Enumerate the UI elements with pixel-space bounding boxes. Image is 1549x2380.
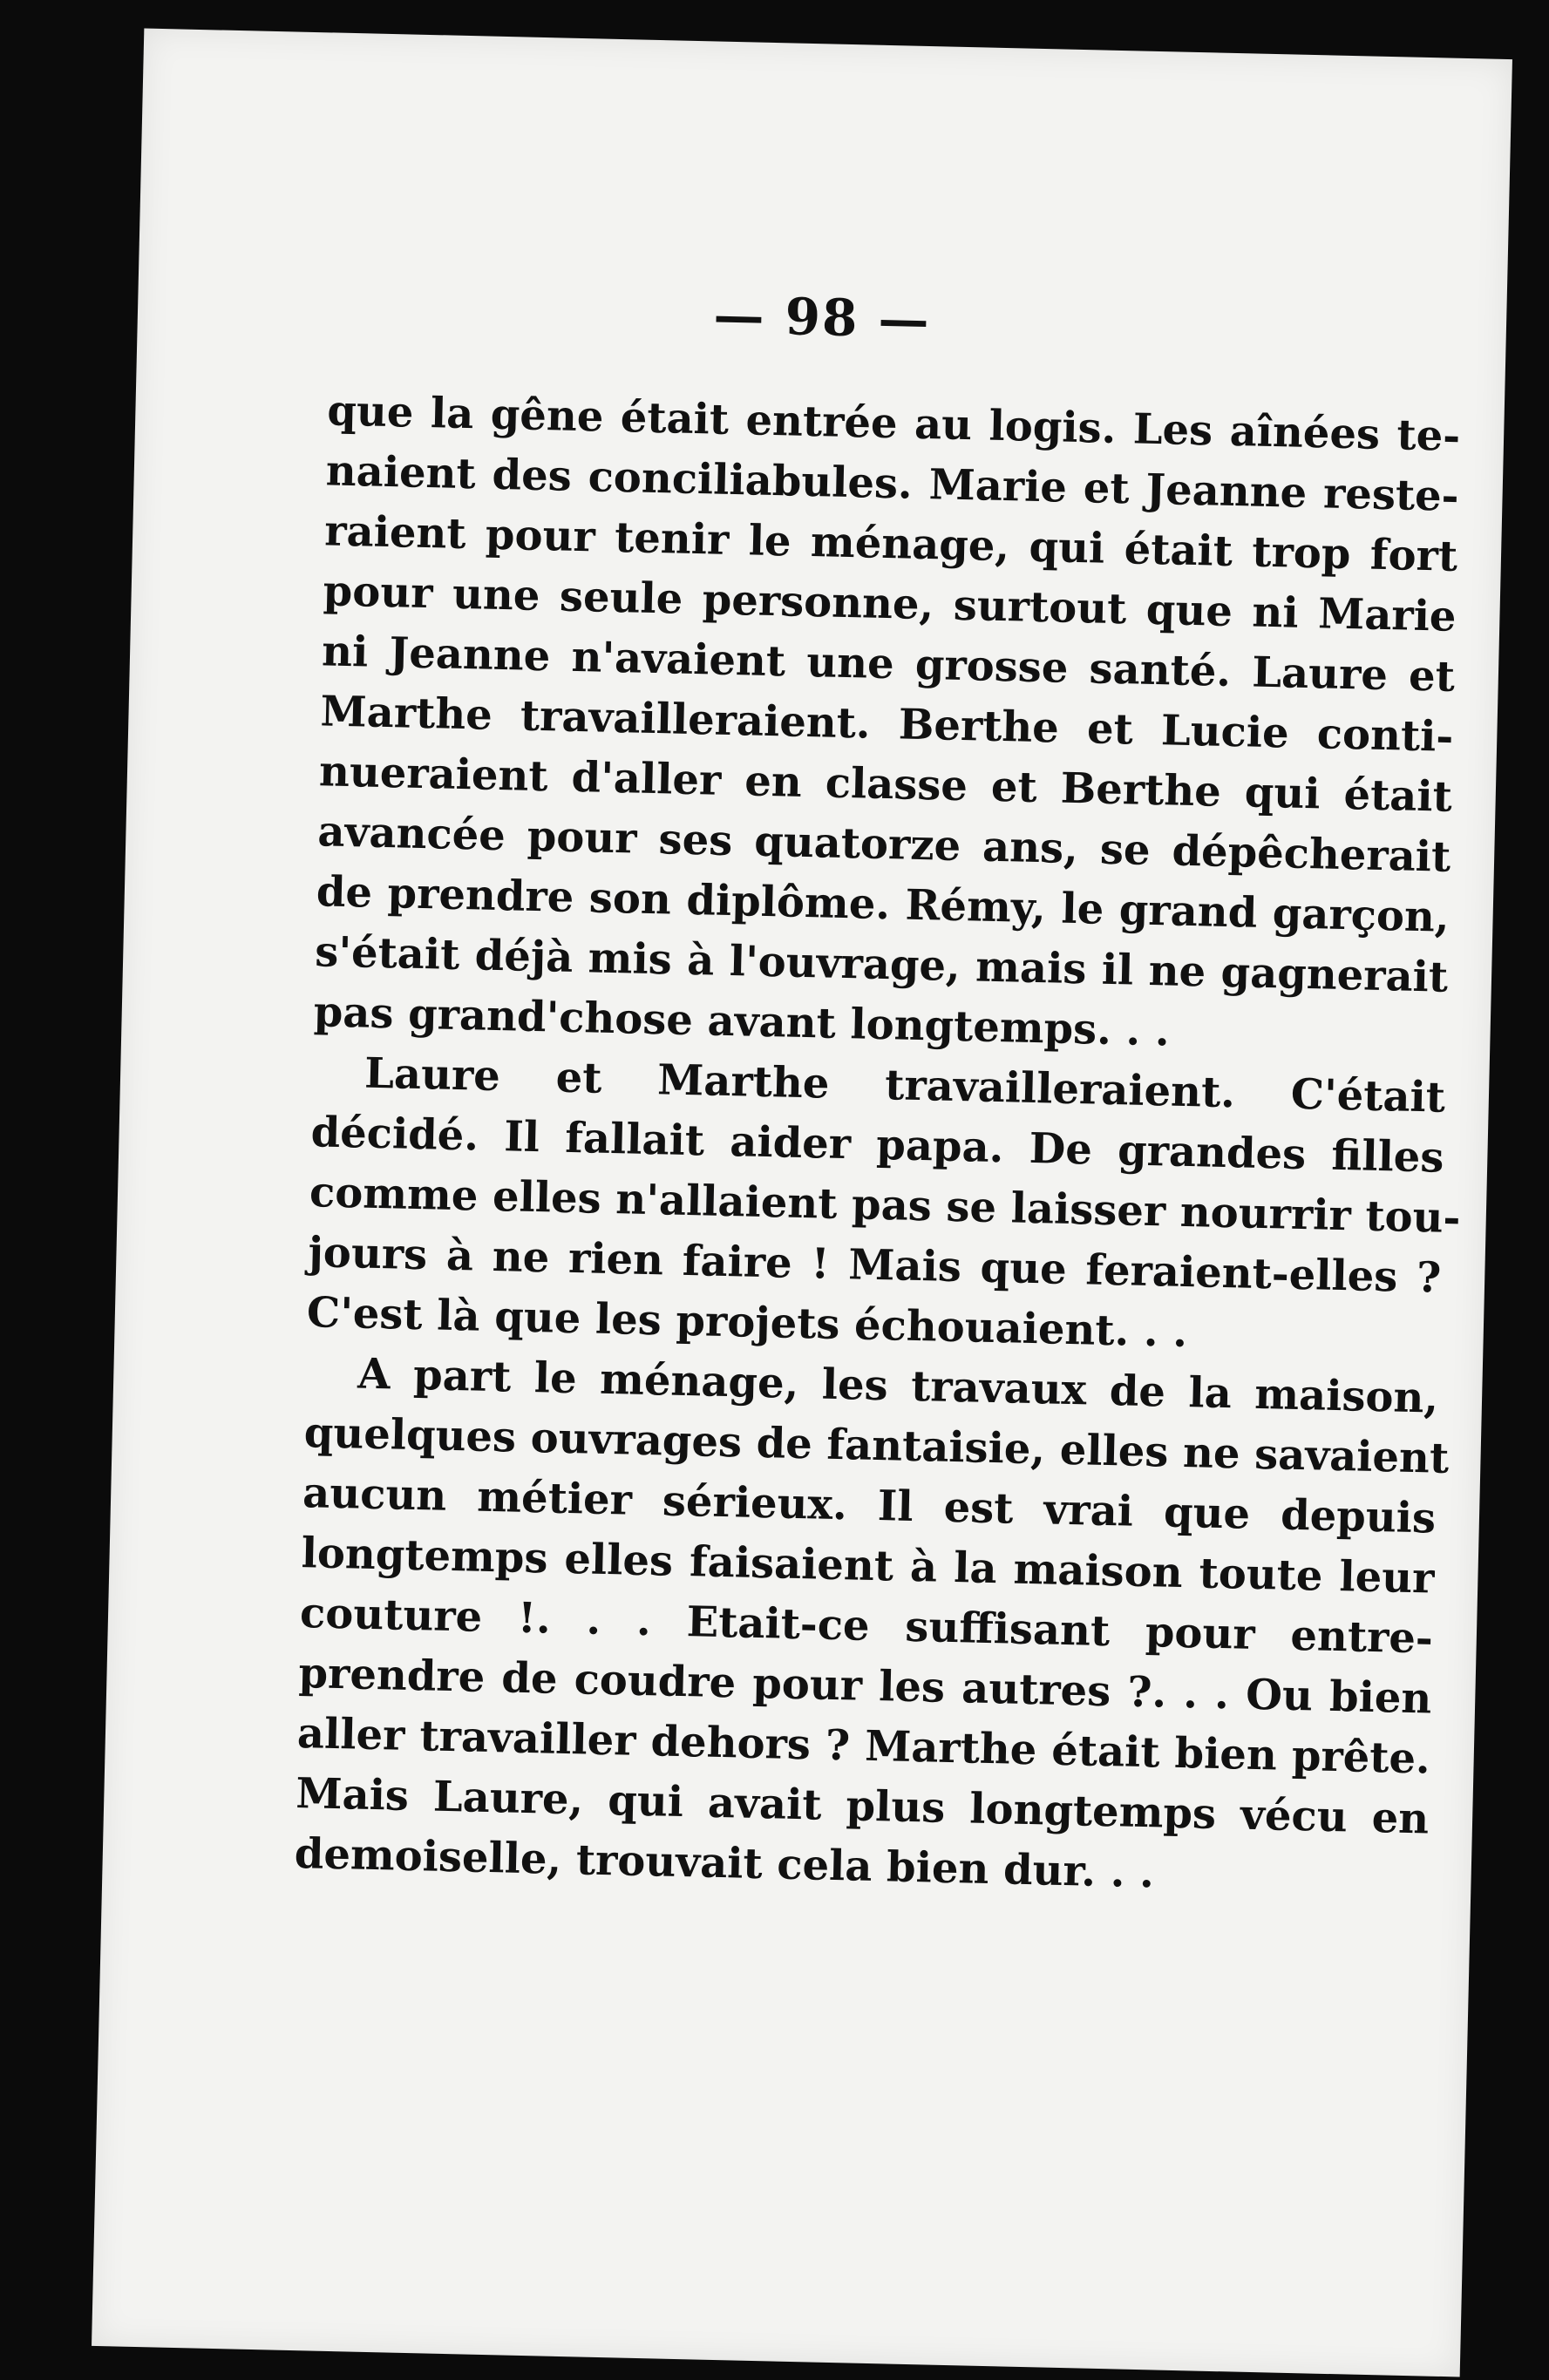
page-body-text — [294, 381, 1461, 1909]
text-line: raient pour tenir le ménage, qui était trop fort — [323, 506, 1458, 581]
text-line: pour une seule personne, surtout que ni Marie — [323, 566, 1457, 641]
text-line: Laure et Marthe travailleraient. C'était — [363, 1048, 1446, 1122]
text-line: couture !. . . Etait-ce suffisant pour entre- — [299, 1589, 1434, 1664]
text-line: aucun métier sérieux. Il est vrai que depuis — [302, 1468, 1437, 1543]
text-line: aller travailler dehors ? Marthe était bien prête. — [296, 1709, 1431, 1784]
text-line: Mais Laure, qui avait plus longtemps vécu en — [295, 1769, 1430, 1844]
text-line: jours à ne rien faire ! Mais que feraient-elles ? — [307, 1228, 1442, 1303]
text-line: pas grand'chose avant longtemps. . . — [313, 987, 1171, 1056]
text-line: prendre de coudre pour les autres ?. . . Ou bien — [297, 1649, 1432, 1724]
text-line: quelques ouvrages de fantaisie, elles ne savaient — [303, 1408, 1450, 1483]
text-line: C'est là que les projets échouaient. . . — [306, 1288, 1188, 1358]
book-page — [92, 29, 1512, 2377]
page-number: — 98 — — [712, 285, 932, 350]
text-line: A part le ménage, les travaux de la maison, — [357, 1349, 1439, 1423]
text-line: Marthe travailleraient. Berthe et Lucie conti- — [320, 687, 1454, 762]
text-line: avancée pour ses quatorze ans, se dépêcherait — [316, 807, 1451, 882]
text-line: ni Jeanne n'avaient une grosse santé. Laure et — [321, 627, 1456, 702]
text-line: que la gêne était entrée au logis. Les aînées te- — [326, 386, 1461, 461]
text-line: comme elles n'allaient pas se laisser nourrir tou- — [309, 1168, 1462, 1244]
text-line: de prendre son diplôme. Rémy, le grand garçon, — [316, 867, 1450, 942]
text-line: longtemps elles faisaient à la maison toute leur — [301, 1529, 1436, 1604]
text-line: nueraient d'aller en classe et Berthe qui était — [318, 747, 1453, 822]
text-line: s'était déjà mis à l'ouvrage, mais il ne gagnerait — [314, 927, 1449, 1002]
text-line: demoiselle, trouvait cela bien dur. . . — [294, 1828, 1155, 1898]
text-line: naient des conciliabules. Marie et Jeanne reste- — [325, 446, 1460, 521]
text-line: décidé. Il fallait aider papa. De grandes filles — [310, 1108, 1444, 1183]
